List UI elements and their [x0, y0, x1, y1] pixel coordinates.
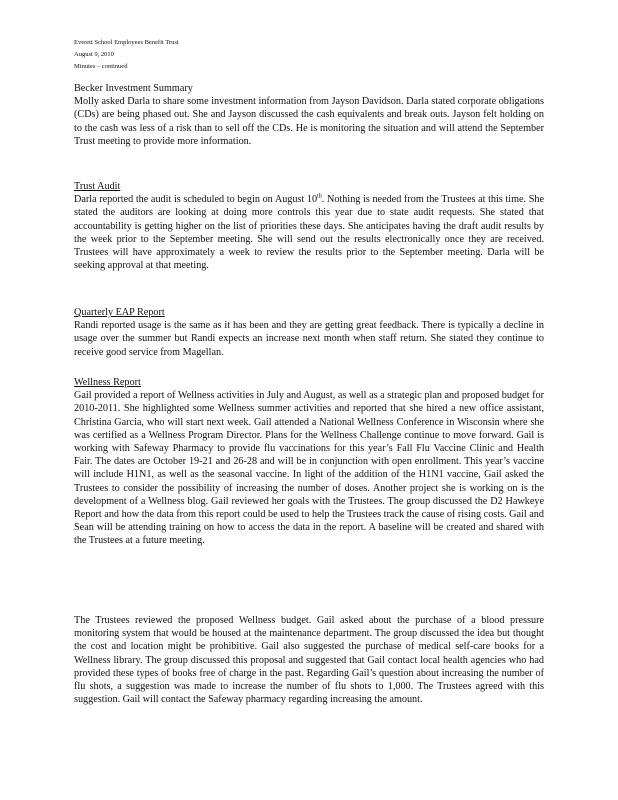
header-date: August 9, 2010: [74, 51, 114, 58]
section-body-becker: Molly asked Darla to share some investment information from Jayson Davidson. Darla stated corporate obligations (CDs) are being phased out. She and Jayson discussed the cash equivalents and break outs. Jayson felt holding on to the cash was less of a risk than to sell off the CDs. He is monitoring the situation and will attend the September Trust meeting to provide more information.: [74, 96, 544, 147]
audit-text-start: Darla reported the audit is scheduled to begin on August 10: [74, 194, 318, 206]
header-minutes-label: Minutes – continued: [74, 63, 128, 70]
audit-text-end: . Nothing is needed from the Trustees at this time. She stated the auditors are looking at doing more controls this year due to state audit requests. She stated that accountability is getting higher on the list of priorities these days. She anticipates having the draft audit results by the week prior to the September meeting. She will send out the results electronically once they are received. Trustees will have approximately a week to review the results prior to the September meeting. Darla will be seeking approval at that meeting.: [74, 194, 545, 272]
section-title-audit: Trust Audit: [74, 181, 121, 192]
section-title-becker: Becker Investment Summary: [74, 83, 193, 94]
section-wellness-budget: [74, 614, 544, 706]
section-wellness-report: [74, 376, 544, 548]
section-body-budget: The Trustees reviewed the proposed Wellness budget. Gail asked about the purchase of a blood pressure monitoring system that would be housed at the maintenance department. The group discussed the idea but thought the cost and location might be prohibitive. Gail also suggested the purchase of medical self-care books for a Wellness library. The group discussed this proposal and suggested that Gail contact local health agencies who had provided these types of books free of charge in the past. Regarding Gail’s question about increasing the number of flu shots, a suggestion was made to increase the number of flu shots to 1,000. The Trustees agreed with this suggestion. Gail will contact the Safeway pharmacy regarding increasing the amount.: [74, 615, 544, 706]
header-organization: Everett School Employees Benefit Trust: [74, 39, 179, 46]
section-body-audit: [74, 193, 544, 272]
section-body-wellness: Gail provided a report of Wellness activities in July and August, as well as a strategic plan and proposed budget for 2010-2011. She highlighted some Wellness summer activities and reported that she hired a new office assistant, Christina Garcia, who will start next week. Gail attended a National Wellness Conference in Wisconsin where she was certified as a Wellness Program Director. Plans for the Wellness Challenge continue to move forward. Gail is working with Safeway Pharmacy to provide flu vaccinations for this year’s Fall Flu Vaccine Clinic and Health Fair. The dates are October 19-21 and 26-28 and will be in conjunction with open enrollment. This year’s vaccine will include H1N1, as well as the seasonal vaccine. In light of the addition of the H1N1 vaccine, Gail asked the Trustees to consider the possibility of increasing the number of doses. Another project she is working on is the development of a Wellness blog. Gail reviewed her goals with the Trustees. The group discussed the D2 Hawkeye Report and how the data from this report could be used to help the Trustees track the cause of rising costs. Gail and Sean will be attending training on how to access the data in the report. A baseline will be created and shared with the Trustees at a future meeting.: [74, 390, 544, 547]
section-quarterly-eap: [74, 306, 544, 359]
section-title-eap: Quarterly EAP Report: [74, 307, 165, 318]
section-trust-audit: [74, 180, 544, 272]
section-body-eap: Randi reported usage is the same as it has been and they are getting great feedback. There is typically a decline in usage over the summer but Randi expects an increase next month when staff return. She stated they continue to receive good service from Magellan.: [74, 320, 544, 358]
audit-ordinal-suffix: th: [317, 193, 322, 200]
document-header: [74, 37, 179, 73]
section-becker-investment: [74, 82, 544, 148]
section-title-wellness: Wellness Report: [74, 377, 141, 388]
